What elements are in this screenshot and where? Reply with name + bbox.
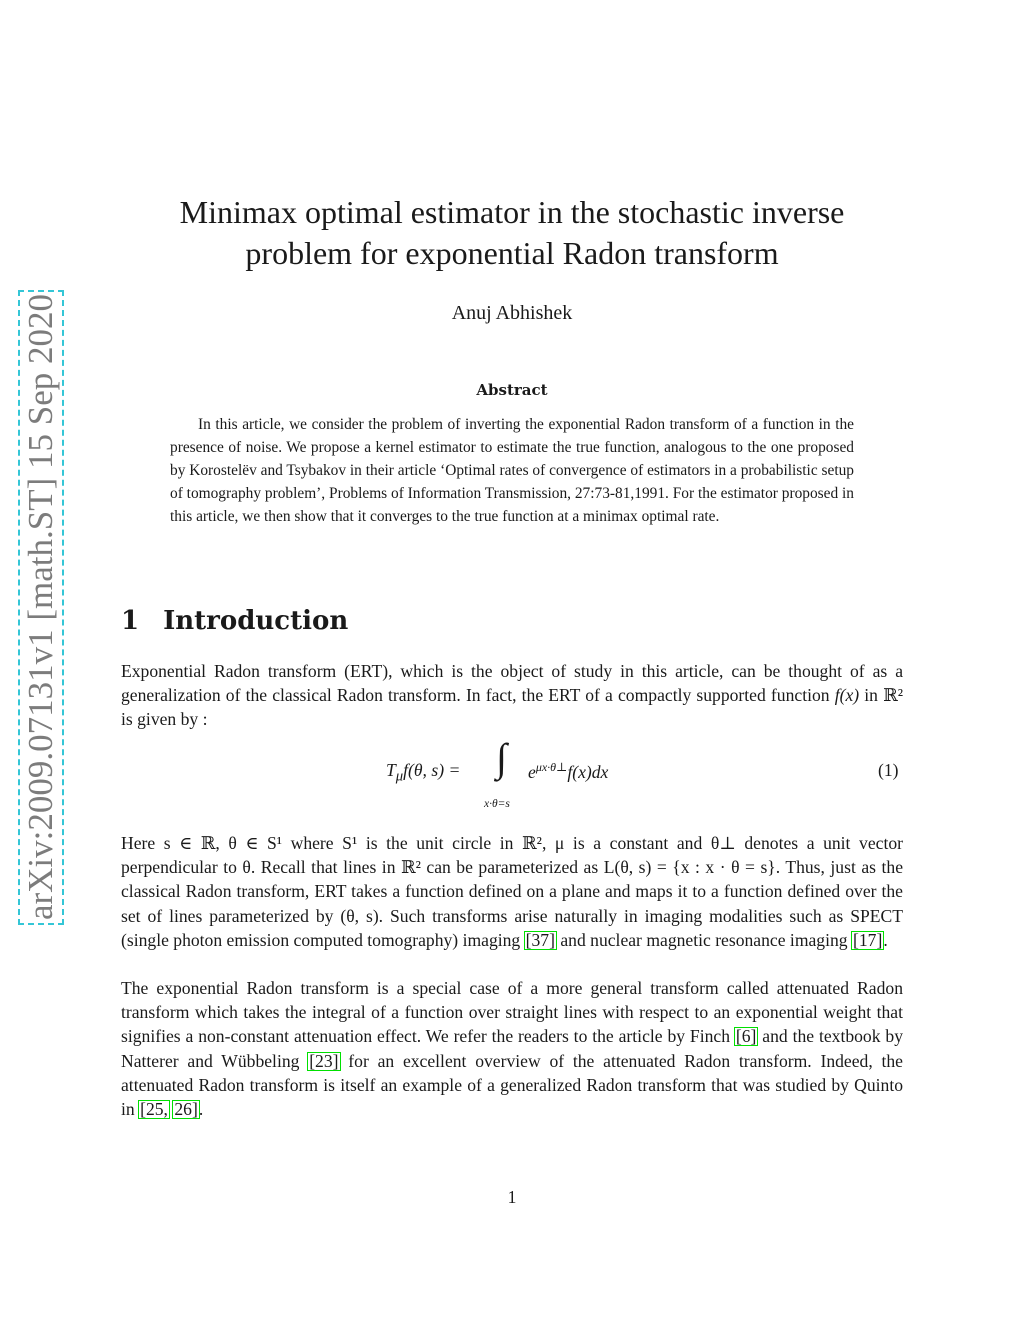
title-line-1: Minimax optimal estimator in the stochastic inverse: [179, 194, 845, 230]
page-number: 1: [507, 1187, 517, 1207]
intro-p2-text: Here s ∈ ℝ, θ ∈ S¹ where S¹ is the unit circle in ℝ², μ is a constant and θ⊥ denotes a unit vector perpendicular to θ. Recall that lines in ℝ² can be parameterized as L(θ, s) = {x : x · θ = s}. Thus, just as the classical Radon transform, ERT takes a function defined on a plane and maps it to a function defined over the set of lines parameterized by (θ, s). Such transforms arise naturally in imaging modalities such as SPECT (single photon emission computed tomography) imaging: [121, 833, 903, 950]
arxiv-identifier[interactable]: arXiv:2009.07131v1 [math.ST] 15 Sep 2020: [21, 293, 60, 921]
intro-paragraph-3: [121, 976, 903, 1121]
citation-link[interactable]: [25,: [140, 1099, 168, 1120]
intro-p1-r2: ℝ²: [883, 685, 903, 706]
intro-paragraph-1: [121, 659, 903, 732]
citation-link[interactable]: [17]: [853, 929, 883, 950]
equation-lhs: $T_\mu f(\theta$, s) =: [386, 760, 461, 785]
citation-link[interactable]: 26]: [174, 1099, 198, 1120]
equation-rhs: $e^{\mu x\cdot\theta\perp}f(x)dx$: [528, 760, 609, 782]
citation-link[interactable]: [23]: [309, 1050, 339, 1071]
integral-limit: x·θ=s: [484, 798, 510, 810]
intro-p3-mid1: and the textbook by Natterer and Wübbeling: [121, 1026, 903, 1071]
integral-sign: ∫: [496, 735, 507, 780]
abstract-heading: Abstract: [476, 381, 548, 399]
intro-paragraph-2: [121, 831, 903, 952]
citation-link[interactable]: [6]: [735, 1026, 757, 1047]
intro-p3-text: The exponential Radon transform is a special case of a more general transform called attenuated Radon transform which takes the integral of a function over straight lines with respect to an exponential weight that signifies a non-constant attenuation effect. We refer the readers to the article by Finch: [121, 978, 903, 1047]
section-title: Introduction: [163, 606, 349, 636]
intro-p1-fx: f(x): [834, 685, 860, 706]
intro-p1-end: is given by :: [121, 709, 208, 730]
author-name: Anuj Abhishek: [451, 302, 573, 324]
section-number: 1: [121, 606, 140, 636]
title-line-2: problem for exponential Radon transform: [245, 235, 779, 271]
intro-p2-mid: and nuclear magnetic resonance imaging: [555, 929, 852, 950]
equation-number: (1): [878, 760, 899, 780]
citation-link[interactable]: [37]: [525, 929, 555, 950]
paper-title: [0, 192, 1024, 274]
intro-p3-end: .: [198, 1099, 204, 1120]
intro-p2-end: .: [883, 929, 888, 950]
section-heading: [121, 606, 348, 636]
intro-p1-text: Exponential Radon transform (ERT), which is the object of study in this article, can be thought of as a generalization of the classical Radon transform. In fact, the ERT of a compactly supported function: [121, 661, 903, 706]
intro-p1-in: in: [859, 685, 884, 706]
abstract-body: In this article, we consider the problem of inverting the exponential Radon transform of a function in the presence of noise. We propose a kernel estimator to estimate the true function, analogous to the one proposed by Korostelëv and Tsybakov in their article ‘Optimal rates of convergence of estimators in a probabilistic setup of tomography problem’, Problems of Information Transmission, 27:73-81,1991. For the estimator proposed in this article, we then show that it converges to the true function at a minimax optimal rate.: [170, 416, 854, 525]
intro-p3-mid2: for an excellent overview of the attenuated Radon transform. Indeed, the attenuated Radon transform is itself an example of a generalized Radon transform that was studied by Quinto in: [121, 1050, 903, 1120]
